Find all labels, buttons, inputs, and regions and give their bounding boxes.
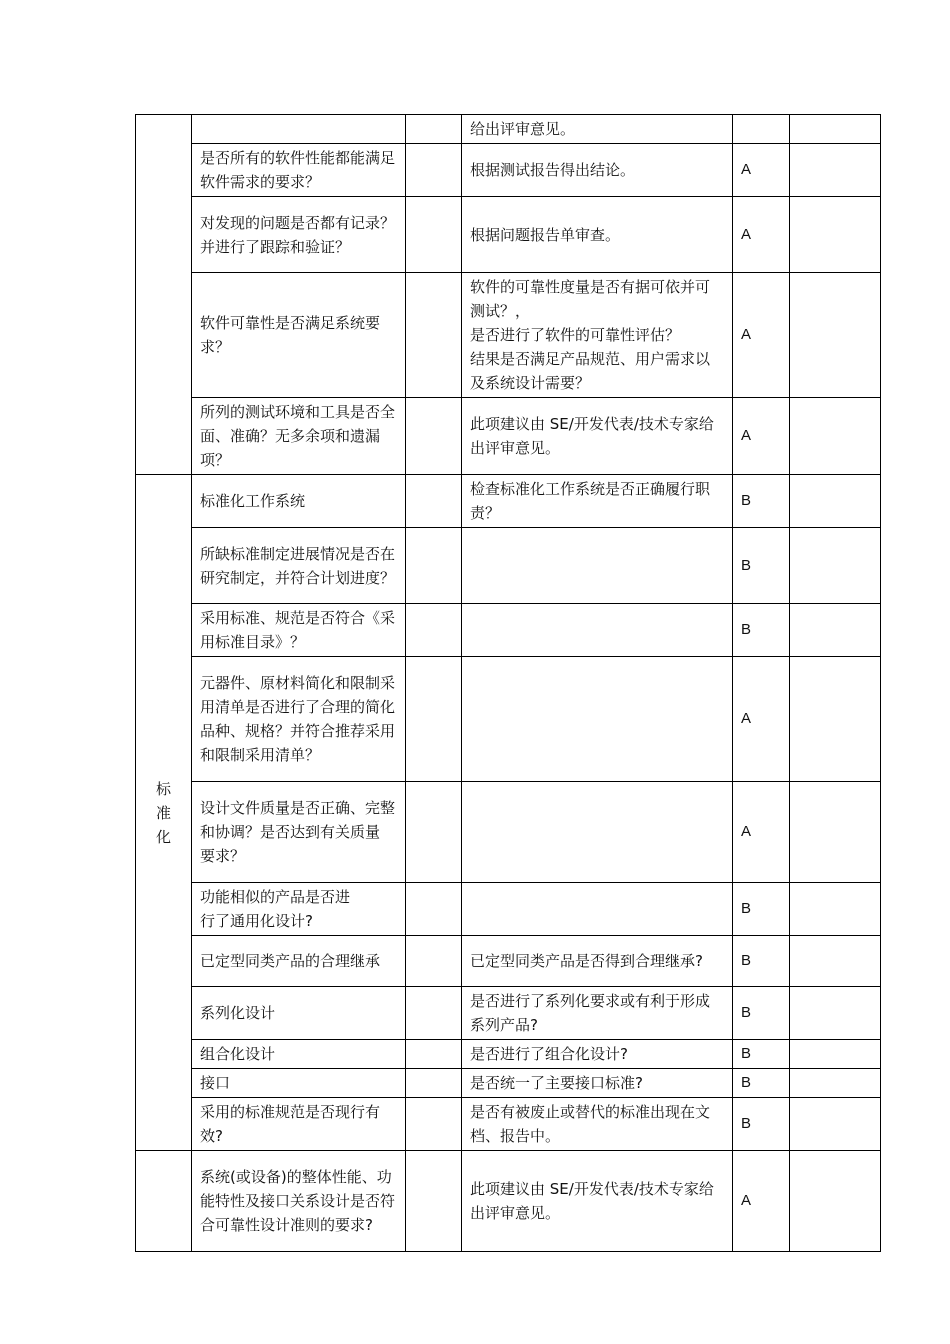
table-row xyxy=(136,1151,881,1252)
empty-cell xyxy=(406,936,462,987)
empty-cell xyxy=(790,475,881,528)
empty-cell xyxy=(406,1040,462,1069)
review-item: 设计文件质量是否正确、完整和协调？是否达到有关质量 要求？ xyxy=(192,782,406,883)
empty-cell xyxy=(790,1040,881,1069)
review-note: 是否有被废止或替代的标准出现在文档、报告中。 xyxy=(462,1098,733,1151)
table-row xyxy=(136,398,881,475)
table-row xyxy=(136,987,881,1040)
review-item: 已定型同类产品的合理继承 xyxy=(192,936,406,987)
review-checklist-table xyxy=(135,114,881,1252)
empty-cell xyxy=(406,883,462,936)
empty-cell xyxy=(790,987,881,1040)
empty-cell xyxy=(406,657,462,782)
review-note: 检查标准化工作系统是否正确履行职责？ xyxy=(462,475,733,528)
review-note: 此项建议由 SE/开发代表/技术专家给出评审意见。 xyxy=(462,1151,733,1252)
empty-cell xyxy=(790,1098,881,1151)
review-note: 根据测试报告得出结论。 xyxy=(462,144,733,197)
table-row xyxy=(136,883,881,936)
empty-cell xyxy=(790,883,881,936)
review-note xyxy=(462,604,733,657)
empty-cell xyxy=(790,398,881,475)
empty-cell xyxy=(406,604,462,657)
grade-cell: B xyxy=(733,883,790,936)
grade-cell: A xyxy=(733,398,790,475)
empty-cell xyxy=(406,528,462,604)
grade-cell: B xyxy=(733,475,790,528)
review-item: 组合化设计 xyxy=(192,1040,406,1069)
review-item: 系统(或设备)的整体性能、功能特性及接口关系设计是否符合可靠性设计准则的要求? xyxy=(192,1151,406,1252)
grade-cell: B xyxy=(733,987,790,1040)
table-row xyxy=(136,1069,881,1098)
empty-cell xyxy=(406,1098,462,1151)
review-item: 采用标准、规范是否符合《采用标准目录》？ xyxy=(192,604,406,657)
grade-cell xyxy=(733,115,790,144)
review-item: 所列的测试环境和工具是否全面、准确？无多余项和遗漏项？ xyxy=(192,398,406,475)
table-row xyxy=(136,475,881,528)
empty-cell xyxy=(790,1151,881,1252)
grade-cell: A xyxy=(733,782,790,883)
review-note: 此项建议由 SE/开发代表/技术专家给出评审意见。 xyxy=(462,398,733,475)
category-cell xyxy=(136,1151,192,1252)
table-row xyxy=(136,197,881,273)
review-note: 是否统一了主要接口标准? xyxy=(462,1069,733,1098)
grade-cell: A xyxy=(733,273,790,398)
empty-cell xyxy=(406,273,462,398)
table-row xyxy=(136,528,881,604)
empty-cell xyxy=(790,528,881,604)
empty-cell xyxy=(406,144,462,197)
table-row xyxy=(136,936,881,987)
review-note: 给出评审意见。 xyxy=(462,115,733,144)
table-row xyxy=(136,1098,881,1151)
review-note: 是否进行了组合化设计? xyxy=(462,1040,733,1069)
empty-cell xyxy=(790,144,881,197)
review-item: 是否所有的软件性能都能满足软件需求的要求？ xyxy=(192,144,406,197)
table-row xyxy=(136,657,881,782)
grade-cell: A xyxy=(733,197,790,273)
table-row xyxy=(136,782,881,883)
table-row xyxy=(136,115,881,144)
grade-cell: B xyxy=(733,604,790,657)
empty-cell xyxy=(790,197,881,273)
review-item: 接口 xyxy=(192,1069,406,1098)
review-note: 已定型同类产品是否得到合理继承? xyxy=(462,936,733,987)
grade-cell: B xyxy=(733,936,790,987)
empty-cell xyxy=(406,115,462,144)
grade-cell: B xyxy=(733,1098,790,1151)
category-label: 标 准 化 xyxy=(155,779,171,846)
empty-cell xyxy=(790,1069,881,1098)
category-cell xyxy=(136,115,192,475)
review-note xyxy=(462,782,733,883)
review-item: 软件可靠性是否满足系统要求？ xyxy=(192,273,406,398)
review-item: 对发现的问题是否都有记录？并进行了跟踪和验证？ xyxy=(192,197,406,273)
review-note: 软件的可靠性度量是否有据可依并可测试？， 是否进行了软件的可靠性评估？ 结果是否满足产品规范、用户需求以及系统设计需要？ xyxy=(462,273,733,398)
review-item: 所缺标准制定进展情况是否在研究制定，并符合计划进度？ xyxy=(192,528,406,604)
empty-cell xyxy=(790,782,881,883)
empty-cell xyxy=(406,1151,462,1252)
review-item: 采用的标准规范是否现行有效? xyxy=(192,1098,406,1151)
table-row xyxy=(136,144,881,197)
empty-cell xyxy=(790,604,881,657)
empty-cell xyxy=(406,1069,462,1098)
grade-cell: A xyxy=(733,144,790,197)
grade-cell: B xyxy=(733,528,790,604)
review-item: 元器件、原材料简化和限制采用清单是否进行了合理的简化品种、规格？并符合推荐采用和限制采用清单？ xyxy=(192,657,406,782)
review-note xyxy=(462,883,733,936)
review-note: 根据问题报告单审查。 xyxy=(462,197,733,273)
review-item: 功能相似的产品是否进 行了通用化设计? xyxy=(192,883,406,936)
grade-cell: B xyxy=(733,1040,790,1069)
empty-cell xyxy=(406,475,462,528)
review-note xyxy=(462,657,733,782)
review-item xyxy=(192,115,406,144)
empty-cell xyxy=(406,197,462,273)
empty-cell xyxy=(406,782,462,883)
empty-cell xyxy=(406,987,462,1040)
table-row xyxy=(136,1040,881,1069)
table-row xyxy=(136,604,881,657)
empty-cell xyxy=(790,115,881,144)
empty-cell xyxy=(790,273,881,398)
empty-cell xyxy=(406,398,462,475)
empty-cell xyxy=(790,936,881,987)
review-note xyxy=(462,528,733,604)
grade-cell: B xyxy=(733,1069,790,1098)
review-item: 系列化设计 xyxy=(192,987,406,1040)
review-item: 标准化工作系统 xyxy=(192,475,406,528)
category-cell xyxy=(136,475,192,1151)
table-row xyxy=(136,273,881,398)
empty-cell xyxy=(790,657,881,782)
grade-cell: A xyxy=(733,657,790,782)
grade-cell: A xyxy=(733,1151,790,1252)
review-note: 是否进行了系列化要求或有利于形成系列产品? xyxy=(462,987,733,1040)
